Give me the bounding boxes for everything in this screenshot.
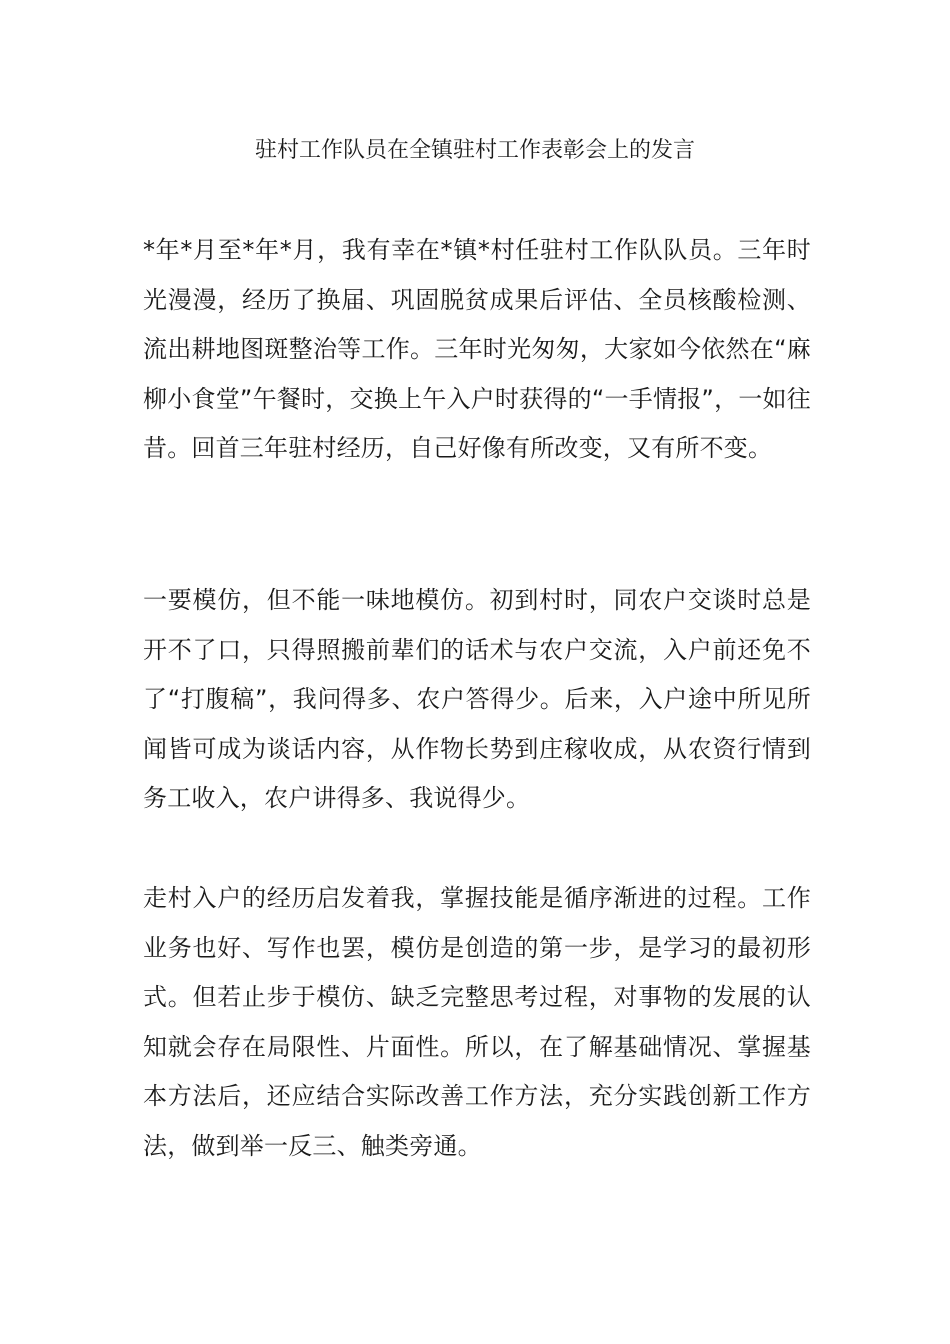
paragraph-intro: *年*月至*年*月，我有幸在*镇*村任驻村工作队队员。三年时光漫漫，经历了换届、巩固脱贫成果后评估、全员核酸检测、流出耕地图斑整治等工作。三年时光匆匆，大家如今依然在“麻柳小食堂”午餐时，交换上午入户时获得的“一手情报”，一如往昔。回首三年驻村经历，自己好像有所改变，又有所不变。 xyxy=(143,236,811,463)
document-title: 驻村工作队员在全镇驻村工作表彰会上的发言 xyxy=(254,138,695,163)
paragraph-imitation: 一要模仿，但不能一味地模仿。初到村时，同农户交谈时总是开不了口，只得照搬前辈们的话术与农户交流，入户前还免不了“打腹稿”，我问得多、农户答得少。后来，入户途中所见所闻皆可成为谈话内容，从作物长势到庄稼收成，从农资行情到务工收入，农户讲得多、我说得少。 xyxy=(143,586,811,813)
paragraph-reflection: 走村入户的经历启发着我，掌握技能是循序渐进的过程。工作业务也好、写作也罢，模仿是创造的第一步，是学习的最初形式。但若止步于模仿、缺乏完整思考过程，对事物的发展的认知就会存在局限性、片面性。所以，在了解基础情况、掌握基本方法后，还应结合实际改善工作方法，充分实践创新工作方法，做到举一反三、触类旁通。 xyxy=(143,884,811,1160)
